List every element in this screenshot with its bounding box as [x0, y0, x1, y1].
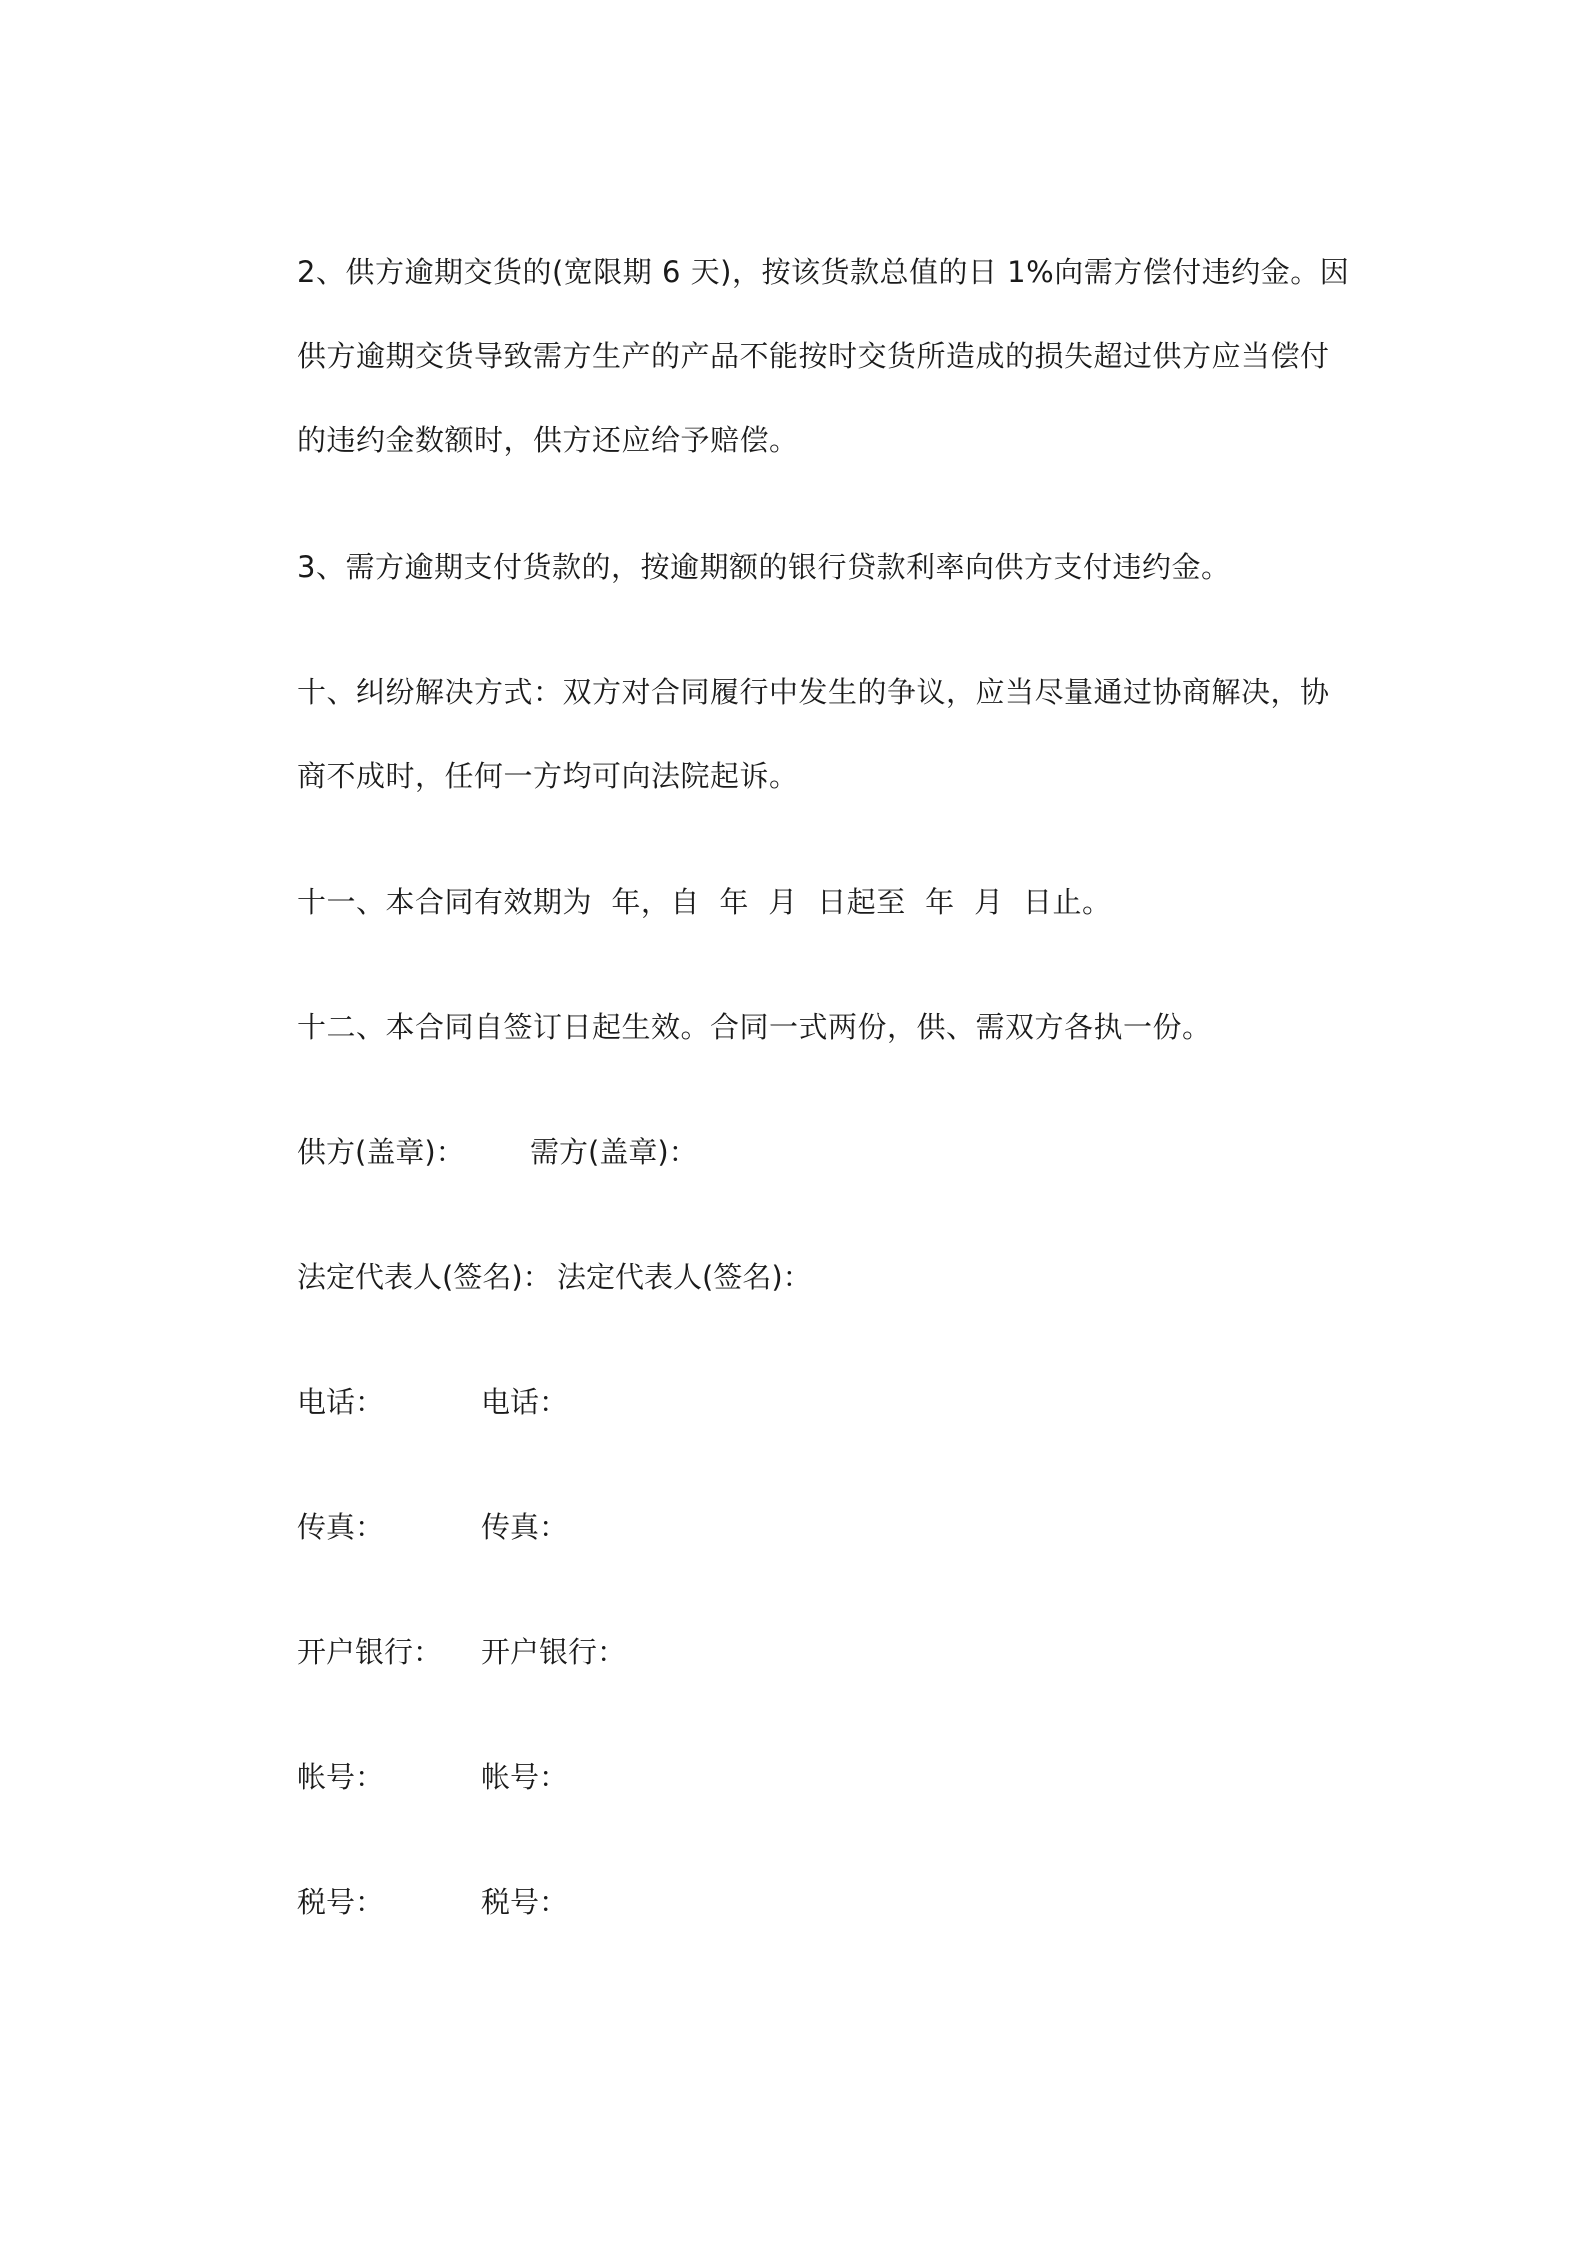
clause-3-text: 3、需方逾期支付货款的，按逾期额的银行贷款利率向供方支付违约金。 [297, 550, 1231, 584]
buyer-account-label: 帐号： [481, 1760, 569, 1794]
clause-10 [243, 650, 1353, 818]
supplier-phone-label: 电话： [297, 1385, 385, 1419]
clause-12-text: 十二、本合同自签订日起生效。合同一式两份，供、需双方各执一份。 [297, 1010, 1212, 1044]
clause-12 [243, 985, 1353, 1069]
tax-row [297, 1882, 569, 1922]
buyer-tax-label: 税号： [481, 1885, 569, 1919]
clause-11-text: 十一、本合同有效期为 年，自 年 月 日起至 年 月 日止。 [297, 885, 1112, 919]
bank-row [297, 1632, 627, 1672]
supplier-tax-label: 税号： [297, 1885, 385, 1919]
seal-row [297, 1132, 698, 1172]
representative-row [297, 1257, 812, 1297]
supplier-representative-label: 法定代表人(签名)： [297, 1260, 552, 1294]
supplier-bank-label: 开户银行： [297, 1635, 443, 1669]
buyer-fax-label: 传真： [481, 1510, 569, 1544]
clause-2 [243, 230, 1353, 482]
buyer-representative-label: 法定代表人(签名)： [557, 1260, 812, 1294]
clause-11 [243, 860, 1353, 944]
account-row [297, 1757, 569, 1797]
supplier-seal-label: 供方(盖章)： [297, 1135, 465, 1169]
fax-row [297, 1507, 569, 1547]
supplier-account-label: 帐号： [297, 1760, 385, 1794]
supplier-fax-label: 传真： [297, 1510, 385, 1544]
clause-10-text: 十、纠纷解决方式：双方对合同履行中发生的争议，应当尽量通过协商解决，协商不成时，任何一方均可向法院起诉。 [297, 675, 1330, 793]
buyer-phone-label: 电话： [481, 1385, 569, 1419]
clause-2-text: 2、供方逾期交货的(宽限期 6 天)，按该货款总值的日 1%向需方偿付违约金。因供方逾期交货导致需方生产的产品不能按时交货所造成的损失超过供方应当偿付的违约金数额时，供方还应给予赔偿。 [297, 255, 1350, 457]
buyer-seal-label: 需方(盖章)： [530, 1135, 698, 1169]
phone-row [297, 1382, 569, 1422]
buyer-bank-label: 开户银行： [481, 1635, 627, 1669]
clause-3 [243, 525, 1353, 609]
